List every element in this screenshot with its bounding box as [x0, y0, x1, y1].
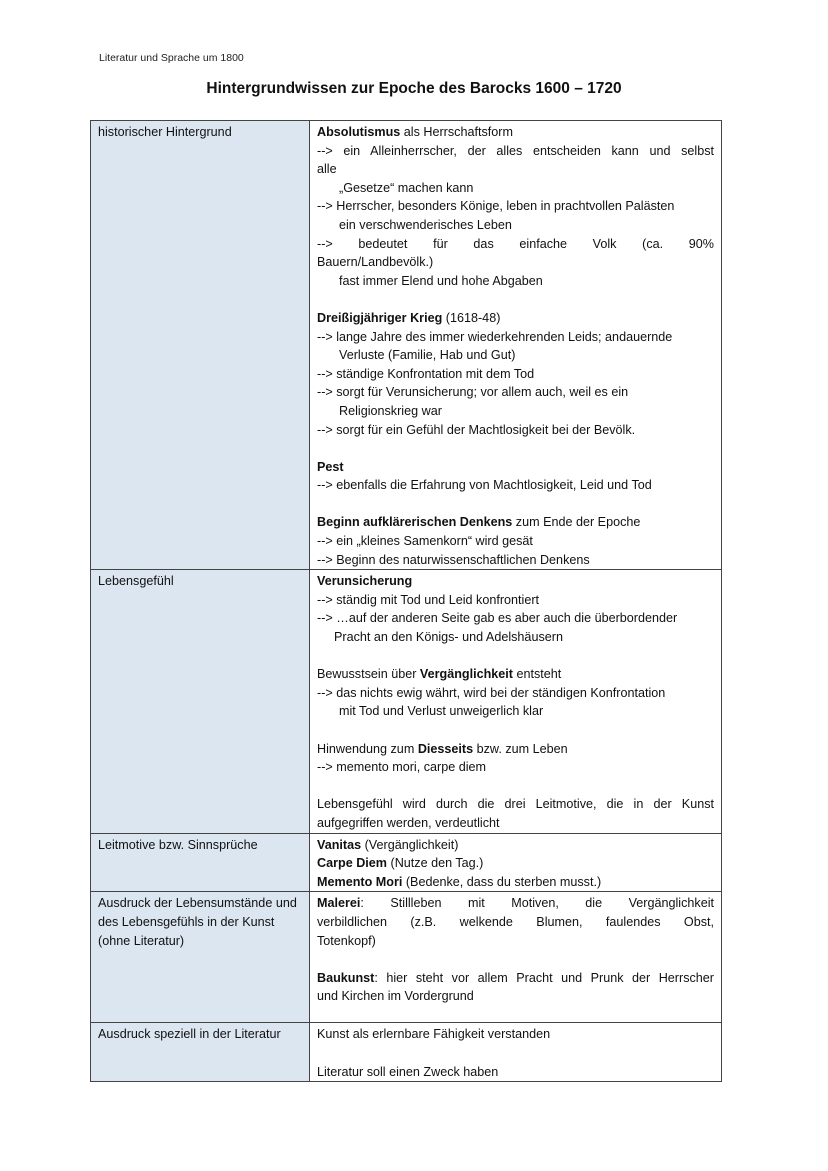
row-label: historischer Hintergrund: [91, 121, 310, 570]
row-content: Malerei: Stillleben mit Motiven, die Vergänglichkeit verbildlichen (z.B. welkende Blumen, faulendes Obst, Totenkopf) Baukunst: hier steht vor allem Pracht und Prunk der Herrscher und Kirchen im Vordergrund: [310, 892, 722, 1023]
table-row: [91, 570, 722, 833]
table-row: [91, 121, 722, 570]
epoch-table: [90, 120, 722, 1082]
term-malerei: Malerei: [317, 896, 361, 911]
table-row: [91, 892, 722, 1023]
row-content: Verunsicherung --> ständig mit Tod und Leid konfrontiert --> …auf der anderen Seite gab es aber auch die überbordender Pracht an den Königs- und Adelshäusern Bewusstsein über Vergänglichkeit entsteht --> das nichts ewig währt, wird bei der ständigen Konfrontation mit Tod und Verlust unweigerlich klar Hinwendung zum Diesseits bzw. zum Leben --> memento mori, carpe diem Lebensgefühl wird durch die drei Leitmotive, die in der Kunst aufgegriffen werden, verdeutlicht: [310, 570, 722, 833]
table-row: [91, 1023, 722, 1082]
row-content: Absolutismus als Herrschaftsform --> ein Alleinherrscher, der alles entscheiden kann und selbst alle „Gesetze“ machen kann --> Herrscher, besonders Könige, leben in prachtvollen Palästen ein verschwenderisches Leben --> bedeutet für das einfache Volk (ca. 90% Bauern/Landbevölk.) fast immer Elend und hohe Abgaben Dreißigjähriger Krieg (1618-48) --> lange Jahre des immer wiederkehrenden Leids; andauernde Verluste (Familie, Hab und Gut) --> ständige Konfrontation mit dem Tod --> sorgt für Verunsicherung; vor allem auch, weil es ein Religionskrieg war --> sorgt für ein Gefühl der Machtlosigkeit bei der Bevölk. Pest --> ebenfalls die Erfahrung von Machtlosigkeit, Leid und Tod Beginn aufklärerischen Denkens zum Ende der Epoche --> ein „kleines Samenkorn“ wird gesät --> Beginn des naturwissenschaftlichen Denkens: [310, 121, 722, 570]
row-label: Lebensgefühl: [91, 570, 310, 833]
row-label: Ausdruck speziell in der Literatur: [91, 1023, 310, 1082]
page-title: Hintergrundwissen zur Epoche des Barocks 1600 – 1720: [206, 80, 622, 97]
motif-vanitas: Vanitas: [317, 837, 362, 852]
term-diesseits: Diesseits: [417, 741, 474, 756]
motif-memento-mori: Memento Mori: [317, 874, 403, 889]
motif-carpe-diem: Carpe Diem: [317, 856, 387, 871]
term-verunsicherung: Verunsicherung: [317, 574, 413, 589]
row-label: Leitmotive bzw. Sinnsprüche: [91, 833, 310, 892]
term-aufklaerung: Beginn aufklärerischen Denkens: [317, 515, 513, 530]
row-content: Kunst als erlernbare Fähigkeit verstanden Literatur soll einen Zweck haben: [310, 1023, 722, 1082]
term-vergaenglichkeit: Vergänglichkeit: [419, 667, 513, 682]
row-label: Ausdruck der Lebensumstände und des Lebensgefühls in der Kunst (ohne Literatur): [91, 892, 310, 1023]
term-dreissigjaehriger-krieg: Dreißigjähriger Krieg: [317, 310, 443, 325]
page-header: Literatur und Sprache um 1800: [99, 52, 244, 64]
term-baukunst: Baukunst: [317, 970, 375, 985]
term-pest: Pest: [317, 459, 344, 474]
term-absolutismus: Absolutismus: [317, 125, 401, 139]
table-row: [91, 833, 722, 892]
row-content: Vanitas (Vergänglichkeit) Carpe Diem (Nutze den Tag.) Memento Mori (Bedenke, dass du sterben musst.): [310, 833, 722, 892]
